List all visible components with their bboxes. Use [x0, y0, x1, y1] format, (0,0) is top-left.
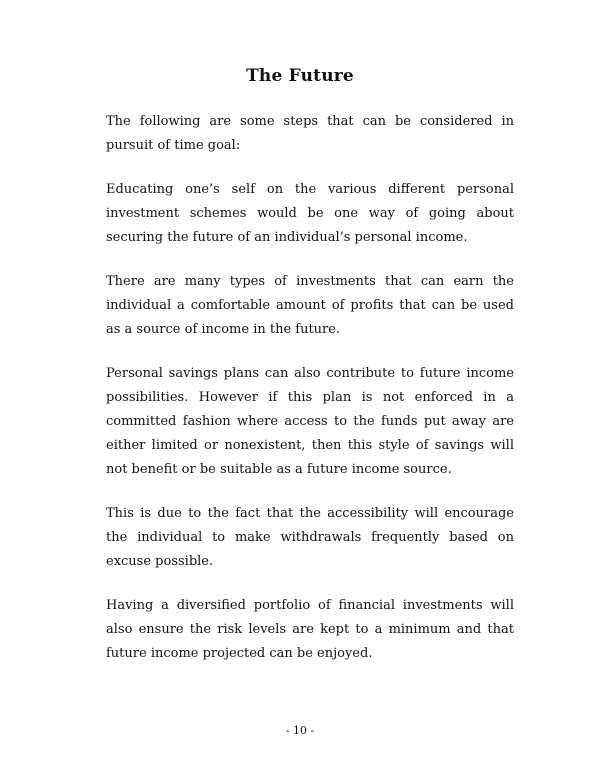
- body-text: [106, 110, 514, 686]
- paragraph-investment-types: There are many types of investments that can earn the individual a comfortable amount of profits that can be used as a source of income in the future.: [106, 274, 514, 337]
- paragraph-savings-plans: Personal savings plans can also contribute to future income possibilities. However if this plan is not enforced in a committed fashion where access to the funds put away are either limited or nonexistent, then this style of savings will not benefit or be suitable as a future income source.: [106, 366, 514, 477]
- paragraph-intro: The following are some steps that can be considered in pursuit of time goal:: [106, 114, 514, 153]
- paragraph-diversified-portfolio: Having a diversified portfolio of financial investments will also ensure the risk levels are kept to a minimum and that future income projected can be enjoyed.: [106, 598, 514, 661]
- page-number: - 10 -: [285, 724, 315, 737]
- paragraph-educating: Educating one’s self on the various different personal investment schemes would be one way of going about securing the future of an individual’s personal income.: [106, 182, 514, 245]
- paragraph-accessibility: This is due to the fact that the accessibility will encourage the individual to make withdrawals frequently based on excuse possible.: [106, 506, 514, 569]
- page-title: The Future: [246, 66, 354, 86]
